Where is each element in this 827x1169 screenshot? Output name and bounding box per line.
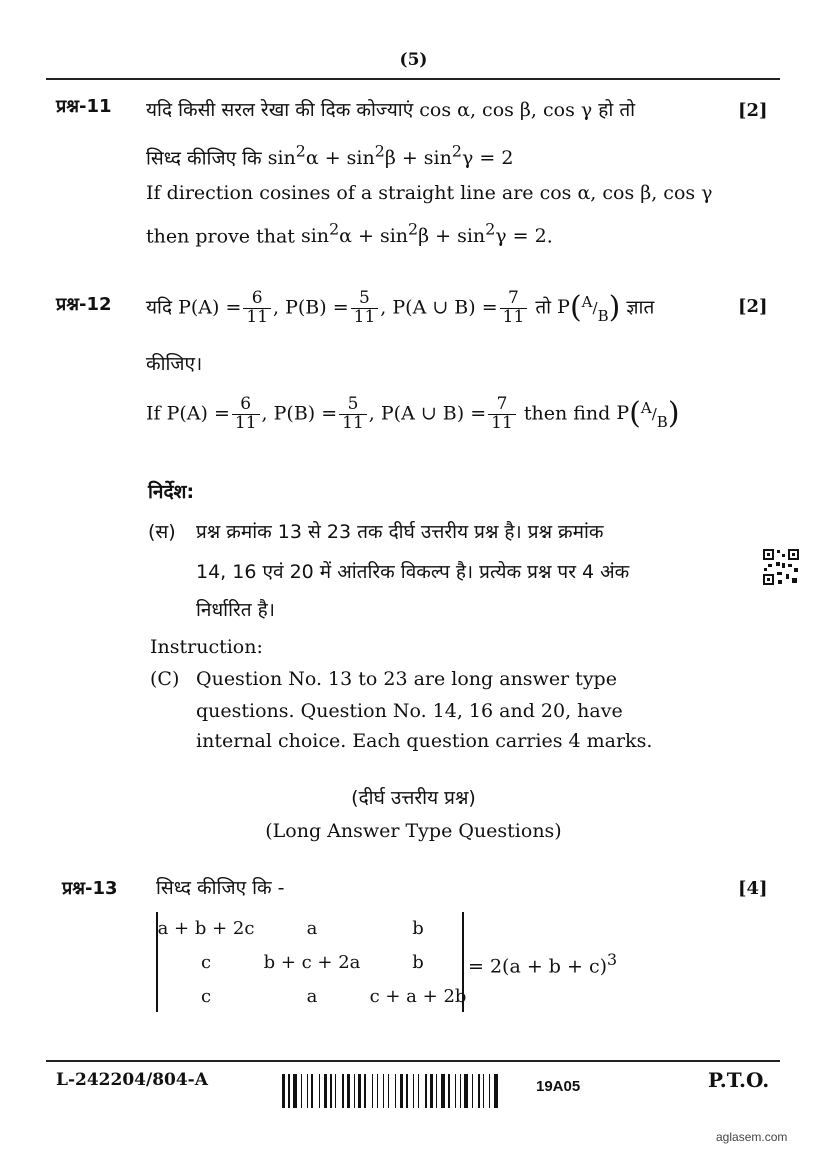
qr-code	[762, 548, 800, 586]
barcode-bar	[388, 1074, 389, 1108]
barcode-bar	[293, 1074, 297, 1108]
matrix-cell-1-1: a + b + 2c	[157, 918, 255, 939]
footer-paper-code: L-242204/804-A	[56, 1070, 208, 1090]
barcode-bar	[418, 1074, 419, 1108]
barcode-bar	[330, 1074, 332, 1108]
instructions-hindi-line2: 14, 16 एवं 20 में आंतरिक विकल्प है। प्रत्येक प्रश्न पर 4 अंक	[196, 561, 630, 583]
q11-period: .	[546, 225, 553, 248]
q12-pab-fraction	[500, 290, 528, 327]
q11-hindi-text: यदि किसी सरल रेखा की दिक कोज्याएं	[146, 99, 414, 121]
q12-marks: [2]	[738, 296, 768, 317]
q12-en-pb-fraction	[339, 396, 367, 433]
barcode-bar	[441, 1074, 445, 1108]
q12-hindi-line2: कीजिए।	[146, 353, 203, 375]
barcode-bar	[448, 1074, 450, 1108]
page-number: (5)	[399, 50, 428, 70]
barcode-bar	[364, 1074, 366, 1108]
instructions-english-line2: questions. Question No. 14, 16 and 20, have	[196, 700, 623, 722]
barcode-bar	[307, 1074, 308, 1108]
barcode-bar	[436, 1074, 437, 1108]
section-hindi-title: (दीर्घ उत्तरीय प्रश्न)	[351, 787, 476, 809]
q11-english-equation: $\sin^2\alpha + \sin^2\beta + \sin^2\gamma = 2$	[300, 220, 547, 248]
q11-hindi-line2	[146, 142, 513, 170]
section-english-title: (Long Answer Type Questions)	[265, 820, 562, 842]
q12-en-cond-a: A	[640, 399, 652, 418]
q12-pb-den: 11	[353, 306, 376, 327]
barcode-bar	[342, 1074, 344, 1108]
instructions-hindi-item-label: (स)	[148, 521, 176, 543]
q12-cond-a: A	[581, 293, 593, 312]
q12-en-pb-label: P(B) =	[273, 402, 338, 425]
q12-en-pb-den: 11	[342, 412, 364, 433]
barcode	[280, 1074, 502, 1108]
q13-marks: [4]	[738, 878, 768, 899]
q11-english-text: If direction cosines of a straight line are	[146, 182, 534, 204]
instructions-hindi-line1: प्रश्न क्रमांक 13 से 23 तक दीर्घ उत्तरीय प्रश्न है। प्रश्न क्रमांक	[196, 521, 604, 543]
q13-rhs-text: = 2(a + b + c)	[468, 955, 608, 978]
q12-pa-num: 6	[243, 290, 271, 309]
barcode-bar	[483, 1074, 484, 1108]
footer-rule	[46, 1060, 780, 1062]
matrix-cell-2-1: c	[200, 952, 212, 973]
q12-cond-p: P	[557, 296, 570, 319]
barcode-icon	[280, 1074, 502, 1108]
q12-label: प्रश्न-12	[56, 294, 112, 315]
barcode-bar	[472, 1074, 473, 1108]
instructions-english-line1: Question No. 13 to 23 are long answer type	[196, 668, 617, 690]
q11-english-prove: then prove that	[146, 225, 295, 248]
watermark: aglasem.com	[716, 1130, 788, 1144]
q12-hindi-prefix: यदि	[146, 296, 173, 319]
q12-hindi-find: ज्ञात	[626, 296, 655, 319]
q11-marks: [2]	[738, 100, 768, 121]
q12-pb-fraction	[351, 290, 379, 327]
matrix-cell-2-2: b + c + 2a	[263, 952, 361, 973]
matrix-cell-1-2: a	[306, 918, 318, 939]
q11-hindi-math: cos α, cos β, cos γ	[419, 99, 593, 121]
q12-english-line: If P(A) = $\frac{6}{11}$ , P(B) = $\frac{5}{11}$ , P(A ∪ B) = $\frac{7}{11}$ then find P(A/B)	[146, 394, 680, 433]
qr-code-icon	[762, 548, 800, 586]
barcode-bar	[406, 1074, 408, 1108]
q12-en-pa-fraction	[232, 396, 260, 433]
q12-english-then: then find	[523, 402, 611, 425]
q12-pb-label: P(B) =	[285, 296, 349, 319]
instructions-english-item-label: (C)	[150, 668, 180, 690]
footer-series-code: 19A05	[536, 1078, 581, 1095]
matrix-cell-3-2: a	[306, 986, 318, 1007]
instructions-english-heading: Instruction:	[150, 636, 263, 658]
q11-prove-text: सिध्द कीजिए कि	[146, 147, 262, 170]
barcode-bar	[478, 1074, 480, 1108]
barcode-bar	[395, 1074, 396, 1108]
matrix-cell-1-3: b	[412, 918, 424, 939]
matrix-cell-2-3: b	[412, 952, 424, 973]
barcode-bar	[335, 1074, 336, 1108]
q12-en-pa-num: 6	[232, 396, 260, 415]
barcode-bar	[372, 1074, 373, 1108]
q12-pa-label: P(A) =	[178, 296, 242, 319]
q12-cond-b: B	[597, 307, 609, 326]
q12-english-prefix: If	[146, 402, 161, 425]
q12-pa-den: 11	[246, 306, 269, 327]
q13-rhs-exponent: 3	[607, 950, 618, 969]
footer-pto: P.T.O.	[708, 1068, 770, 1092]
barcode-bar	[282, 1074, 285, 1108]
q12-en-pab-num: 7	[488, 396, 516, 415]
q12-en-pa-den: 11	[234, 412, 257, 433]
q11-hindi-line1	[146, 96, 635, 122]
barcode-bar	[319, 1074, 320, 1108]
q12-pa-fraction	[243, 290, 271, 327]
instructions-hindi-heading: निर्देश:	[148, 481, 195, 503]
barcode-bar	[311, 1074, 313, 1108]
matrix-cell-3-3: c + a + 2b	[369, 986, 467, 1007]
barcode-bar	[413, 1074, 414, 1108]
barcode-bar	[324, 1074, 327, 1108]
instructions-hindi-line3: निर्धारित है।	[196, 599, 275, 621]
q12-conditional-prob: P(A/B)	[557, 290, 621, 326]
barcode-bar	[301, 1074, 302, 1108]
q11-label: प्रश्न-11	[56, 96, 112, 117]
q12-pab-den: 11	[502, 306, 525, 327]
matrix-cell-3-1: c	[200, 986, 212, 1007]
q12-pab-label: P(A ∪ B) =	[392, 296, 498, 319]
q12-en-conditional-prob: P(A/B)	[616, 396, 680, 432]
barcode-bar	[383, 1074, 384, 1108]
barcode-bar	[354, 1074, 355, 1108]
barcode-bar	[460, 1074, 461, 1108]
barcode-bar	[347, 1074, 350, 1108]
q12-en-cond-b: B	[656, 413, 668, 432]
q12-pb-num: 5	[351, 290, 379, 309]
q11-english-line1	[146, 182, 713, 204]
instructions-english-line3: internal choice. Each question carries 4 marks.	[196, 730, 653, 752]
top-rule	[46, 78, 780, 80]
q12-en-cond-p: P	[616, 402, 630, 425]
barcode-bar	[430, 1074, 433, 1108]
q13-rhs	[468, 950, 617, 977]
barcode-bar	[464, 1074, 468, 1108]
q11-equation: $\sin^2\alpha + \sin^2\beta + \sin^2\gamma = 2$	[267, 142, 514, 170]
barcode-bar	[455, 1074, 456, 1108]
barcode-bar	[377, 1074, 378, 1108]
q12-pab-num: 7	[500, 290, 528, 309]
q12-en-pb-num: 5	[339, 396, 367, 415]
q11-english-math: cos α, cos β, cos γ	[539, 182, 713, 204]
q12-en-pab-label: P(A ∪ B) =	[380, 402, 487, 425]
barcode-bar	[400, 1074, 403, 1108]
q12-en-pab-den: 11	[491, 412, 513, 433]
q12-en-pa-label: P(A) =	[166, 402, 230, 425]
q12-en-pab-fraction	[488, 396, 516, 433]
q13-hindi-text: सिध्द कीजिए कि -	[156, 877, 285, 899]
barcode-bar	[425, 1074, 427, 1108]
q12-hindi-then: तो	[535, 296, 552, 319]
q11-english-line2	[146, 220, 553, 247]
q12-hindi-line1: यदि P(A) = $\frac{6}{11}$ , P(B) = $\frac{5}{11}$ , P(A ∪ B) = $\frac{7}{11}$ तो P(A/B) ज्ञात	[146, 288, 655, 327]
barcode-bar	[288, 1074, 290, 1108]
q11-hindi-text-end: हो तो	[598, 99, 636, 121]
barcode-bar	[494, 1074, 498, 1108]
barcode-bar	[489, 1074, 490, 1108]
barcode-bar	[358, 1074, 361, 1108]
q13-label: प्रश्न-13	[62, 878, 118, 899]
